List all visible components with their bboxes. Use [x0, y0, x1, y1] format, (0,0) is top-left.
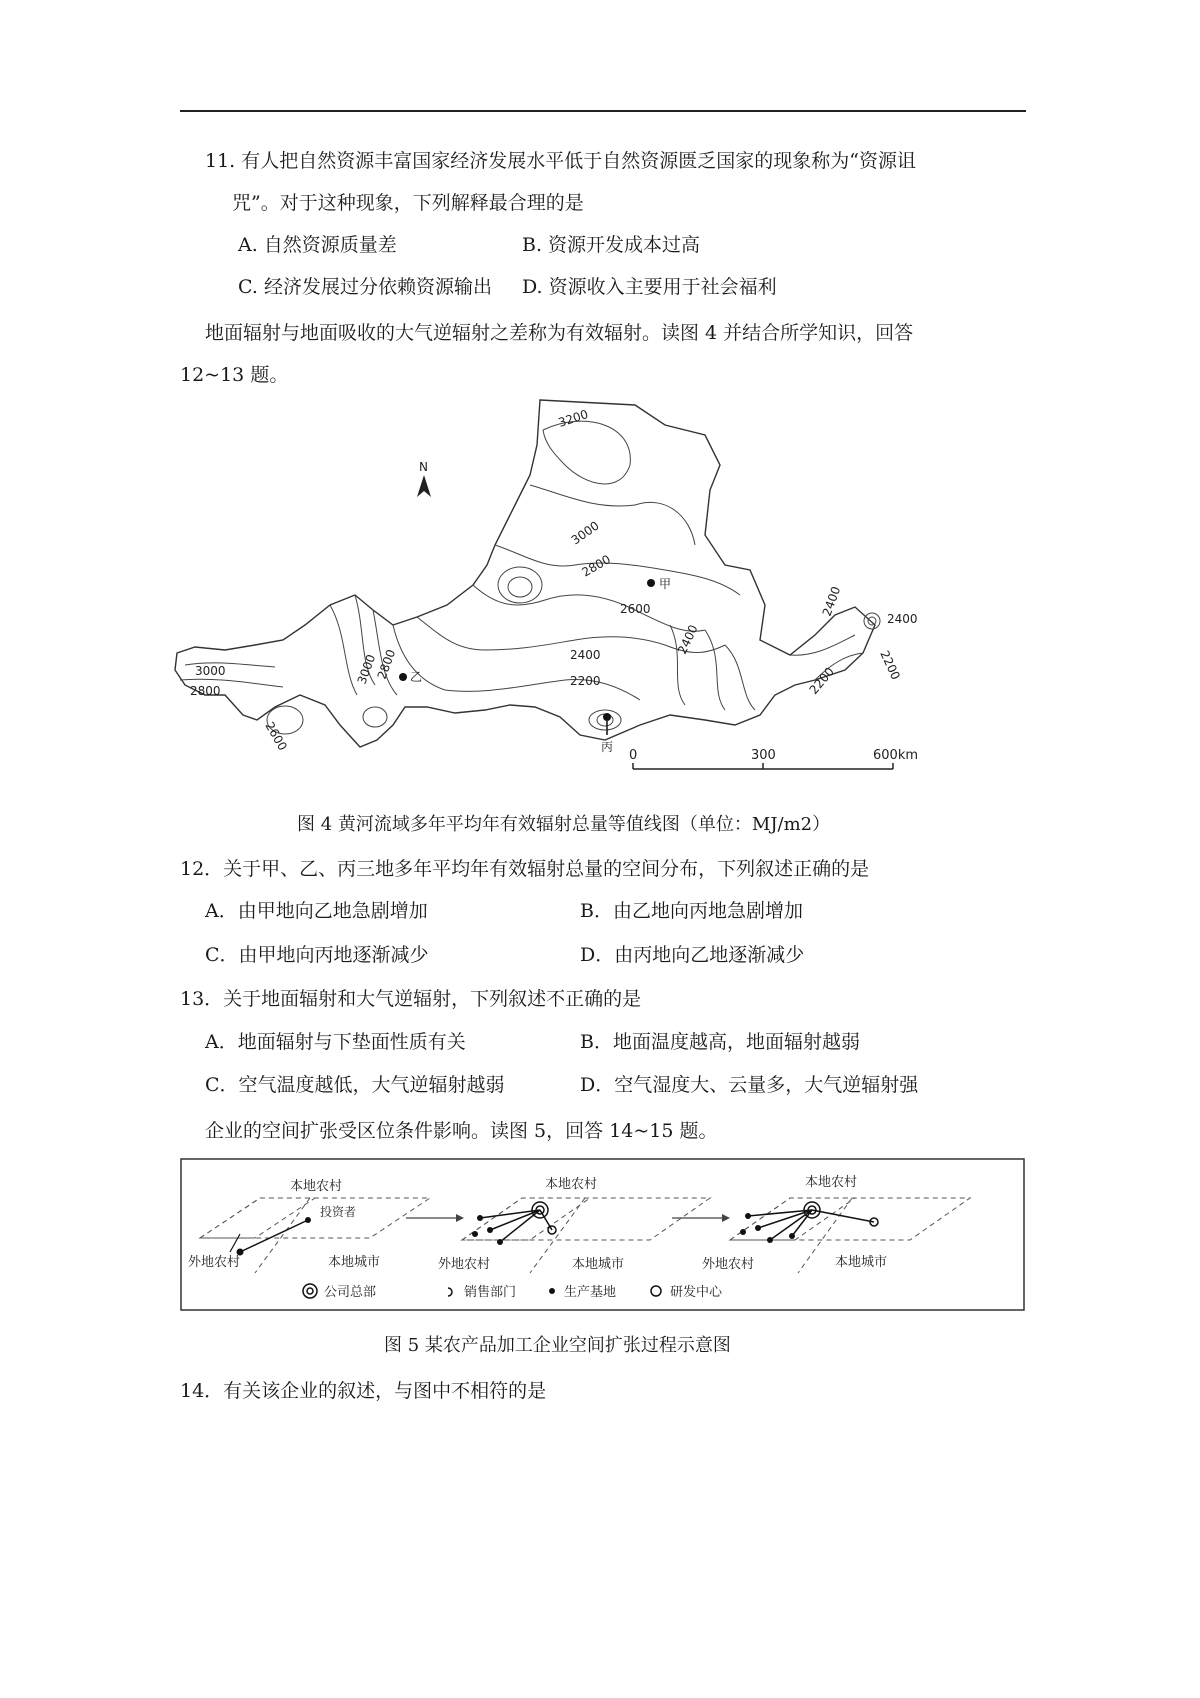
contour-lines: [180, 421, 880, 734]
intro-12-13-line2: 12~13 题。: [180, 364, 289, 386]
legend-hq-label: 公司总部: [324, 1285, 377, 1300]
q12-stem: 12．关于甲、乙、丙三地多年平均年有效辐射总量的空间分布，下列叙述正确的是: [180, 858, 870, 880]
contour-label: 2200: [877, 648, 903, 682]
q11-option-d: D. 资源收入主要用于社会福利: [522, 276, 777, 298]
svg-text:本地农村: 本地农村: [290, 1179, 343, 1194]
panel-stage-1: [188, 1178, 430, 1273]
q13-option-c: C．空气温度越低，大气逆辐射越弱: [205, 1074, 505, 1096]
contour-label: 2600: [262, 719, 290, 753]
legend-sales-label: 销售部门: [464, 1285, 517, 1300]
contour-label: 2400: [887, 612, 918, 626]
intro-14-15: 企业的空间扩张受区位条件影响。读图 5，回答 14~15 题。: [205, 1120, 718, 1142]
intro-12-13-line1: 地面辐射与地面吸收的大气逆辐射之差称为有效辐射。读图 4 并结合所学知识，回答: [205, 322, 914, 344]
contour-label: 2600: [620, 602, 651, 616]
contour-label: 2200: [570, 674, 601, 688]
svg-text:本地城市: 本地城市: [835, 1255, 888, 1270]
contour-label: 3000: [568, 518, 602, 548]
q12-option-b: B．由乙地向丙地急剧增加: [580, 900, 803, 922]
svg-text:本地农村: 本地农村: [805, 1175, 858, 1190]
figure4-map: [165, 395, 965, 800]
figure5-diagram: [180, 1158, 1025, 1313]
basin-outline: [175, 400, 875, 747]
place-bing-dot: [603, 713, 611, 721]
q12-option-c: C．由甲地向丙地逐渐减少: [205, 944, 429, 966]
q14-stem: 14．有关该企业的叙述，与图中不相符的是: [180, 1380, 547, 1402]
q12-option-a: A．由甲地向乙地急剧增加: [205, 900, 428, 922]
place-bing-label: 丙: [601, 740, 614, 754]
svg-text:本地农村: 本地农村: [545, 1177, 598, 1192]
scale-bar: [629, 748, 918, 769]
contour-label: 2800: [190, 684, 221, 698]
contour-label: 2800: [579, 552, 613, 580]
north-arrow-icon: [417, 460, 431, 497]
legend-production-label: 生产基地: [564, 1285, 617, 1300]
svg-text:0: 0: [629, 748, 638, 763]
legend-rnd-label: 研发中心: [670, 1285, 723, 1300]
q13-option-a: A．地面辐射与下垫面性质有关: [205, 1031, 466, 1053]
contour-label: 3000: [195, 664, 226, 678]
contour-label: 2200: [806, 664, 837, 697]
svg-text:本地城市: 本地城市: [328, 1255, 381, 1270]
panel-stage-3: [702, 1174, 970, 1273]
figure5-legend: [303, 1284, 723, 1300]
svg-text:300: 300: [751, 748, 776, 763]
q11-option-c: C. 经济发展过分依赖资源输出: [238, 276, 492, 298]
figure5-caption: 图 5 某农产品加工企业空间扩张过程示意图: [384, 1335, 731, 1356]
place-yi-label: 乙: [410, 670, 423, 684]
q11-stem-line2: 咒”。对于这种现象，下列解释最合理的是: [232, 192, 584, 214]
svg-text:N: N: [419, 460, 428, 474]
contour-label: 2400: [675, 622, 701, 657]
panel-stage-2: [438, 1176, 710, 1273]
svg-text:外地农村: 外地农村: [188, 1255, 241, 1270]
svg-text:投资者: 投资者: [320, 1205, 357, 1219]
q12-option-d: D．由丙地向乙地逐渐减少: [580, 944, 805, 966]
q11-stem-line1: 11. 有人把自然资源丰富国家经济发展水平低于自然资源匮乏国家的现象称为“资源诅: [205, 150, 916, 172]
svg-text:本地城市: 本地城市: [572, 1257, 625, 1272]
svg-text:外地农村: 外地农村: [702, 1257, 755, 1272]
q11-option-b: B. 资源开发成本过高: [522, 234, 701, 256]
contour-label: 3200: [556, 407, 590, 430]
place-jia-dot: [647, 579, 655, 587]
q13-option-d: D．空气湿度大、云量多，大气逆辐射强: [580, 1074, 919, 1096]
contour-label: 3000: [354, 652, 379, 687]
contour-label: 2400: [819, 584, 844, 619]
place-yi-dot: [399, 673, 407, 681]
q13-stem: 13．关于地面辐射和大气逆辐射，下列叙述不正确的是: [180, 988, 642, 1010]
svg-text:外地农村: 外地农村: [438, 1257, 491, 1272]
q13-option-b: B．地面温度越高，地面辐射越弱: [580, 1031, 860, 1053]
place-jia-label: 甲: [659, 577, 672, 591]
contour-label: 2800: [374, 647, 399, 682]
figure4-caption: 图 4 黄河流域多年平均年有效辐射总量等值线图（单位：MJ/m2）: [297, 814, 831, 835]
contour-label: 2400: [570, 648, 601, 662]
header-rule: [180, 110, 1026, 112]
svg-text:600km: 600km: [873, 748, 919, 763]
q11-option-a: A. 自然资源质量差: [238, 234, 397, 256]
